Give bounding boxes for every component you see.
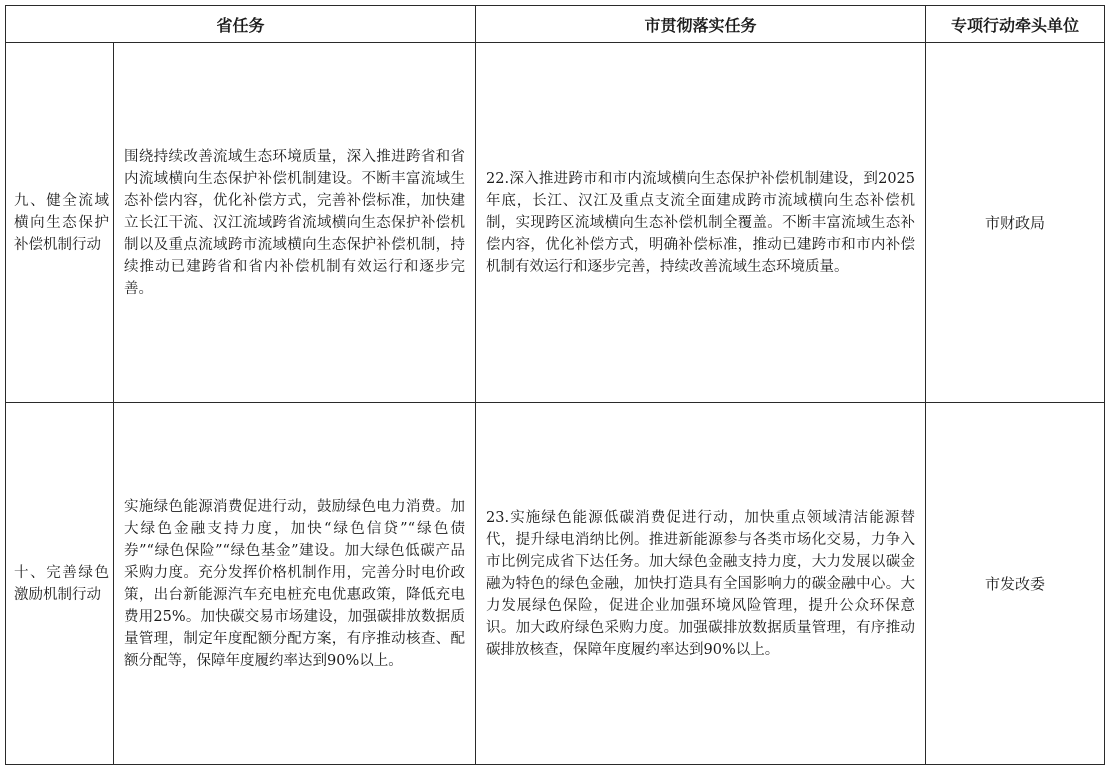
province-task-text: 围绕持续改善流域生态环境质量，深入推进跨省和省内流域横向生态保护补偿机制建设。不断丰富流域生态补偿内容，优化补偿方式，完善补偿标准，加快建立长江干流、汉江流域跨省流域横向生态保护补偿机制以及重点流域跨市流域横向生态保护补偿机制，持续推动已建跨省和省内补偿机制有效运行和逐步完善。 [124, 148, 466, 297]
lead-unit-text: 市财政局 [985, 214, 1046, 232]
province-task-cell [114, 43, 476, 403]
city-task-text: 22.深入推进跨市和市内流域横向生态保护补偿机制建设，到2025年底，长江、汉江及重点支流全面建成跨市流域横向生态补偿机制，实现跨区流域横向生态补偿机制全覆盖。不断丰富流域生态补偿内容，优化补偿方式，明确补偿标准，推动已建跨市和市内补偿机制有效运行和逐步完善，持续改善流域生态环境质量。 [486, 170, 916, 275]
action-name-cell [6, 43, 114, 403]
action-name: 九、健全流域横向生态保护补偿机制行动 [14, 192, 109, 253]
lead-unit-cell [926, 43, 1105, 403]
action-name-cell [6, 403, 114, 765]
header-city-tasks: 市贯彻落实任务 [476, 6, 926, 43]
lead-unit-cell [926, 403, 1105, 765]
table-row [6, 403, 1105, 765]
city-task-cell [476, 403, 926, 765]
province-task-text: 实施绿色能源消费促进行动，鼓励绿色电力消费。加大绿色金融支持力度，加快“绿色信贷”“绿色债券”“绿色保险”“绿色基金”建设。加大绿色低碳产品采购力度。充分发挥价格机制作用，完善分时电价政策，出台新能源汽车充电桩充电优惠政策，降低充电费用25%。加快碳交易市场建设，加强碳排放数据质量管理，制定年度配额分配方案，有序推动核查、配额分配等，保障年度履约率达到90%以上。 [124, 498, 466, 669]
header-province-tasks: 省任务 [6, 6, 476, 43]
task-table [5, 5, 1105, 765]
table-row [6, 43, 1105, 403]
city-task-cell [476, 43, 926, 403]
city-task-text: 23.实施绿色能源低碳消费促进行动，加快重点领域清洁能源替代，提升绿电消纳比例。推进新能源参与各类市场化交易，力争入市比例完成省下达任务。加大绿色金融支持力度，大力发展以碳金融为特色的绿色金融，加快打造具有全国影响力的碳金融中心。大力发展绿色保险，促进企业加强环境风险管理，提升公众环保意识。加大政府绿色采购力度。加强碳排放数据质量管理，有序推动碳排放核查，保障年度履约率达到90%以上。 [486, 509, 916, 658]
action-name: 十、完善绿色激励机制行动 [14, 564, 109, 603]
header-lead-unit: 专项行动牵头单位 [926, 6, 1105, 43]
lead-unit-text: 市发改委 [985, 575, 1046, 593]
header-row [6, 6, 1105, 43]
province-task-cell [114, 403, 476, 765]
